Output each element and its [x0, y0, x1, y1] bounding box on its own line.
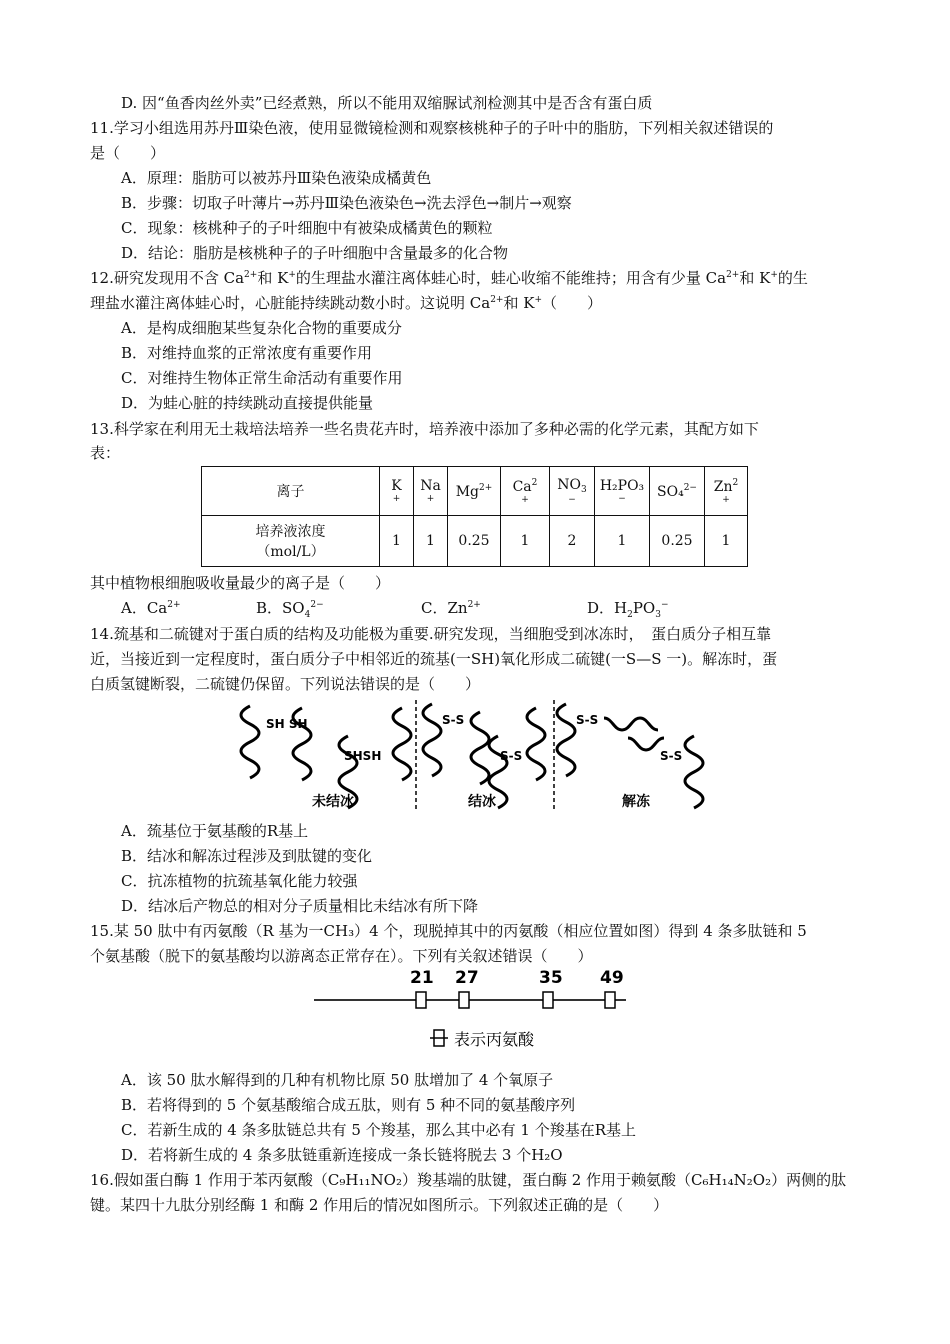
q11-stem-line1: 11.学习小组选用苏丹Ⅲ染色液，使用显微镜检测和观察核桃种子的子叶中的脂肪，下列相关叙述错误的: [90, 119, 774, 137]
q12-option-a[interactable]: A．是构成细胞某些复杂化合物的重要成分: [121, 319, 402, 337]
ss-label-frozen-top: S-S: [442, 713, 465, 727]
panel-frozen: [423, 704, 545, 810]
table-ion-mg: $Mg^{2+}$: [448, 467, 501, 516]
q12-option-d[interactable]: D．为蛙心脏的持续跳动直接提供能量: [121, 394, 374, 412]
panel-unfrozen: [241, 706, 411, 810]
ss-label-thawed-top: S-S: [576, 713, 599, 727]
alanine-box-21: [416, 992, 426, 1008]
q14-option-b[interactable]: B．结冰和解冻过程涉及到肽键的变化: [121, 847, 373, 865]
q15-option-d[interactable]: D．若将新生成的 4 条多肽链重新连接成一条长链将脱去 3 个H₂O: [121, 1146, 563, 1164]
table-ion-h2po3: H₂PO₃ −: [595, 467, 650, 516]
label-frozen: 结冰: [468, 794, 496, 810]
table-value-na: 1: [414, 516, 448, 567]
q13-option-d[interactable]: D．$H_2PO_3^-$: [587, 599, 669, 620]
table-value-no3: 2: [550, 516, 595, 567]
table-value-row: [202, 516, 748, 567]
table-ion-zn: $Zn^2$ +: [705, 467, 748, 516]
alanine-box-49: [605, 992, 615, 1008]
q14-stem-line1: 14.巯基和二硫键对于蛋白质的结构及功能极为重要.研究发现，当细胞受到冰冻时， 蛋白质分子相互靠: [90, 625, 772, 643]
table-value-k: 1: [380, 516, 414, 567]
q12-stem-line2: 理盐水灌注离体蛙心时，心脏能持续跳动数小时。这说明 $Ca^{2+}$和 K+（ ）: [90, 294, 603, 312]
legend-text: 表示丙氨酸: [454, 1030, 535, 1049]
q15-option-b[interactable]: B．若将得到的 5 个氨基酸缩合成五肽，则有 5 种不同的氨基酸序列: [121, 1096, 576, 1114]
q12-option-c[interactable]: C．对维持生物体正常生命活动有重要作用: [121, 369, 403, 387]
label-thawed: 解冻: [622, 794, 650, 810]
table-ion-so4: SO₄$^{2-}$: [650, 467, 705, 516]
table-header-label: 离子: [202, 467, 380, 516]
q15-option-c[interactable]: C．若新生成的 4 条多肽链总共有 5 个羧基，那么其中必有 1 个羧基在R基上: [121, 1121, 637, 1139]
q16-stem-line2: 键。某四十九肽分别经酶 1 和酶 2 作用后的情况如图所示。下列叙述正确的是（ ）: [90, 1196, 669, 1214]
label-unfrozen: 未结冰: [312, 794, 354, 810]
q11-option-d[interactable]: D．结论：脂肪是核桃种子的子叶细胞中含量最多的化合物: [121, 244, 509, 262]
position-21: 21: [410, 968, 434, 988]
ss-label-thawed-mid: S-S: [660, 749, 683, 763]
disulfide-bond-figure: [236, 698, 710, 813]
table-ion-k: K +: [380, 467, 414, 516]
table-value-zn: 1: [705, 516, 748, 567]
position-35: 35: [539, 968, 563, 988]
ion-concentration-table: [201, 466, 748, 567]
sh-label-mid: SHSH: [344, 749, 382, 763]
q13-stem-line1: 13.科学家在利用无土栽培法培养一些名贵花卉时，培养液中添加了多种必需的化学元素，其配方如下: [90, 420, 759, 438]
table-ion-no3: $NO_3$ −: [550, 467, 595, 516]
q13-question: 其中植物根细胞吸收量最少的离子是（ ）: [90, 574, 391, 592]
q10-option-d[interactable]: D. 因“鱼香肉丝外卖”已经煮熟，所以不能用双缩脲试剂检测其中是否含有蛋白质: [121, 94, 653, 112]
position-27: 27: [455, 968, 479, 988]
panel-thawed: [557, 704, 703, 810]
alanine-position-figure: [312, 964, 632, 1056]
q13-option-c[interactable]: C．$Zn^{2+}$: [421, 599, 481, 617]
q11-stem-line2: 是（ ）: [90, 144, 166, 162]
q11-option-c[interactable]: C．现象：核桃种子的子叶细胞中有被染成橘黄色的颗粒: [121, 219, 493, 237]
q14-option-d[interactable]: D．结冰后产物总的相对分子质量相比未结冰有所下降: [121, 897, 479, 915]
alanine-box-27: [459, 992, 469, 1008]
q16-stem-line1: 16.假如蛋白酶 1 作用于苯丙氨酸（C₉H₁₁NO₂）羧基端的肽键，蛋白酶 2 作用于赖氨酸（C₆H₁₄N₂O₂）两侧的肽: [90, 1171, 847, 1189]
q14-stem-line3: 白质氢键断裂，二硫键仍保留。下列说法错误的是（ ）: [90, 675, 481, 693]
alanine-box-35: [543, 992, 553, 1008]
table-ion-ca: $Ca^2$ +: [501, 467, 550, 516]
q15-option-a[interactable]: A．该 50 肽水解得到的几种有机物比原 50 肽增加了 4 个氧原子: [121, 1071, 554, 1089]
q14-option-a[interactable]: A．巯基位于氨基酸的R基上: [121, 822, 309, 840]
q15-stem-line2: 个氨基酸（脱下的氨基酸均以游离态正常存在）。下列有关叙述错误（ ）: [90, 947, 593, 965]
table-row-label: 培养液浓度 （mol/L）: [202, 516, 380, 567]
q12-stem-line1: 12.研究发现用不含 $Ca^{2+}$和 K+的生理盐水灌注离体蛙心时，蛙心收缩不能维持；用含有少量 $Ca^{2+}$和 K+的生: [90, 269, 808, 287]
q14-stem-line2: 近，当接近到一定程度时，蛋白质分子中相邻近的巯基(一SH)氧化形成二硫键(一S—S 一)。解冻时，蛋: [90, 650, 778, 668]
q14-option-c[interactable]: C．抗冻植物的抗巯基氧化能力较强: [121, 872, 358, 890]
table-value-h2po3: 1: [595, 516, 650, 567]
ss-label-frozen-mid: S-S: [500, 749, 523, 763]
q11-option-b[interactable]: B．步骤：切取子叶薄片→苏丹Ⅲ染色液染色→洗去浮色→制片→观察: [121, 194, 572, 212]
q15-stem-line1: 15.某 50 肽中有丙氨酸（R 基为一CH₃）4 个，现脱掉其中的丙氨酸（相应位置如图）得到 4 条多肽链和 5: [90, 922, 807, 940]
q12-option-b[interactable]: B．对维持血浆的正常浓度有重要作用: [121, 344, 373, 362]
table-header-row: [202, 467, 748, 516]
table-value-ca: 1: [501, 516, 550, 567]
q11-option-a[interactable]: A．原理：脂肪可以被苏丹Ⅲ染色液染成橘黄色: [121, 169, 432, 187]
table-ion-na: Na +: [414, 467, 448, 516]
q13-option-a[interactable]: A．$Ca^{2+}$: [121, 599, 181, 617]
position-49: 49: [600, 968, 624, 988]
table-value-mg: 0.25: [448, 516, 501, 567]
q13-stem-line2: 表：: [90, 444, 121, 462]
table-value-so4: 0.25: [650, 516, 705, 567]
q13-option-b[interactable]: B．$SO_4^{2-}$: [256, 599, 324, 620]
sh-label-top: SH SH: [266, 717, 308, 731]
